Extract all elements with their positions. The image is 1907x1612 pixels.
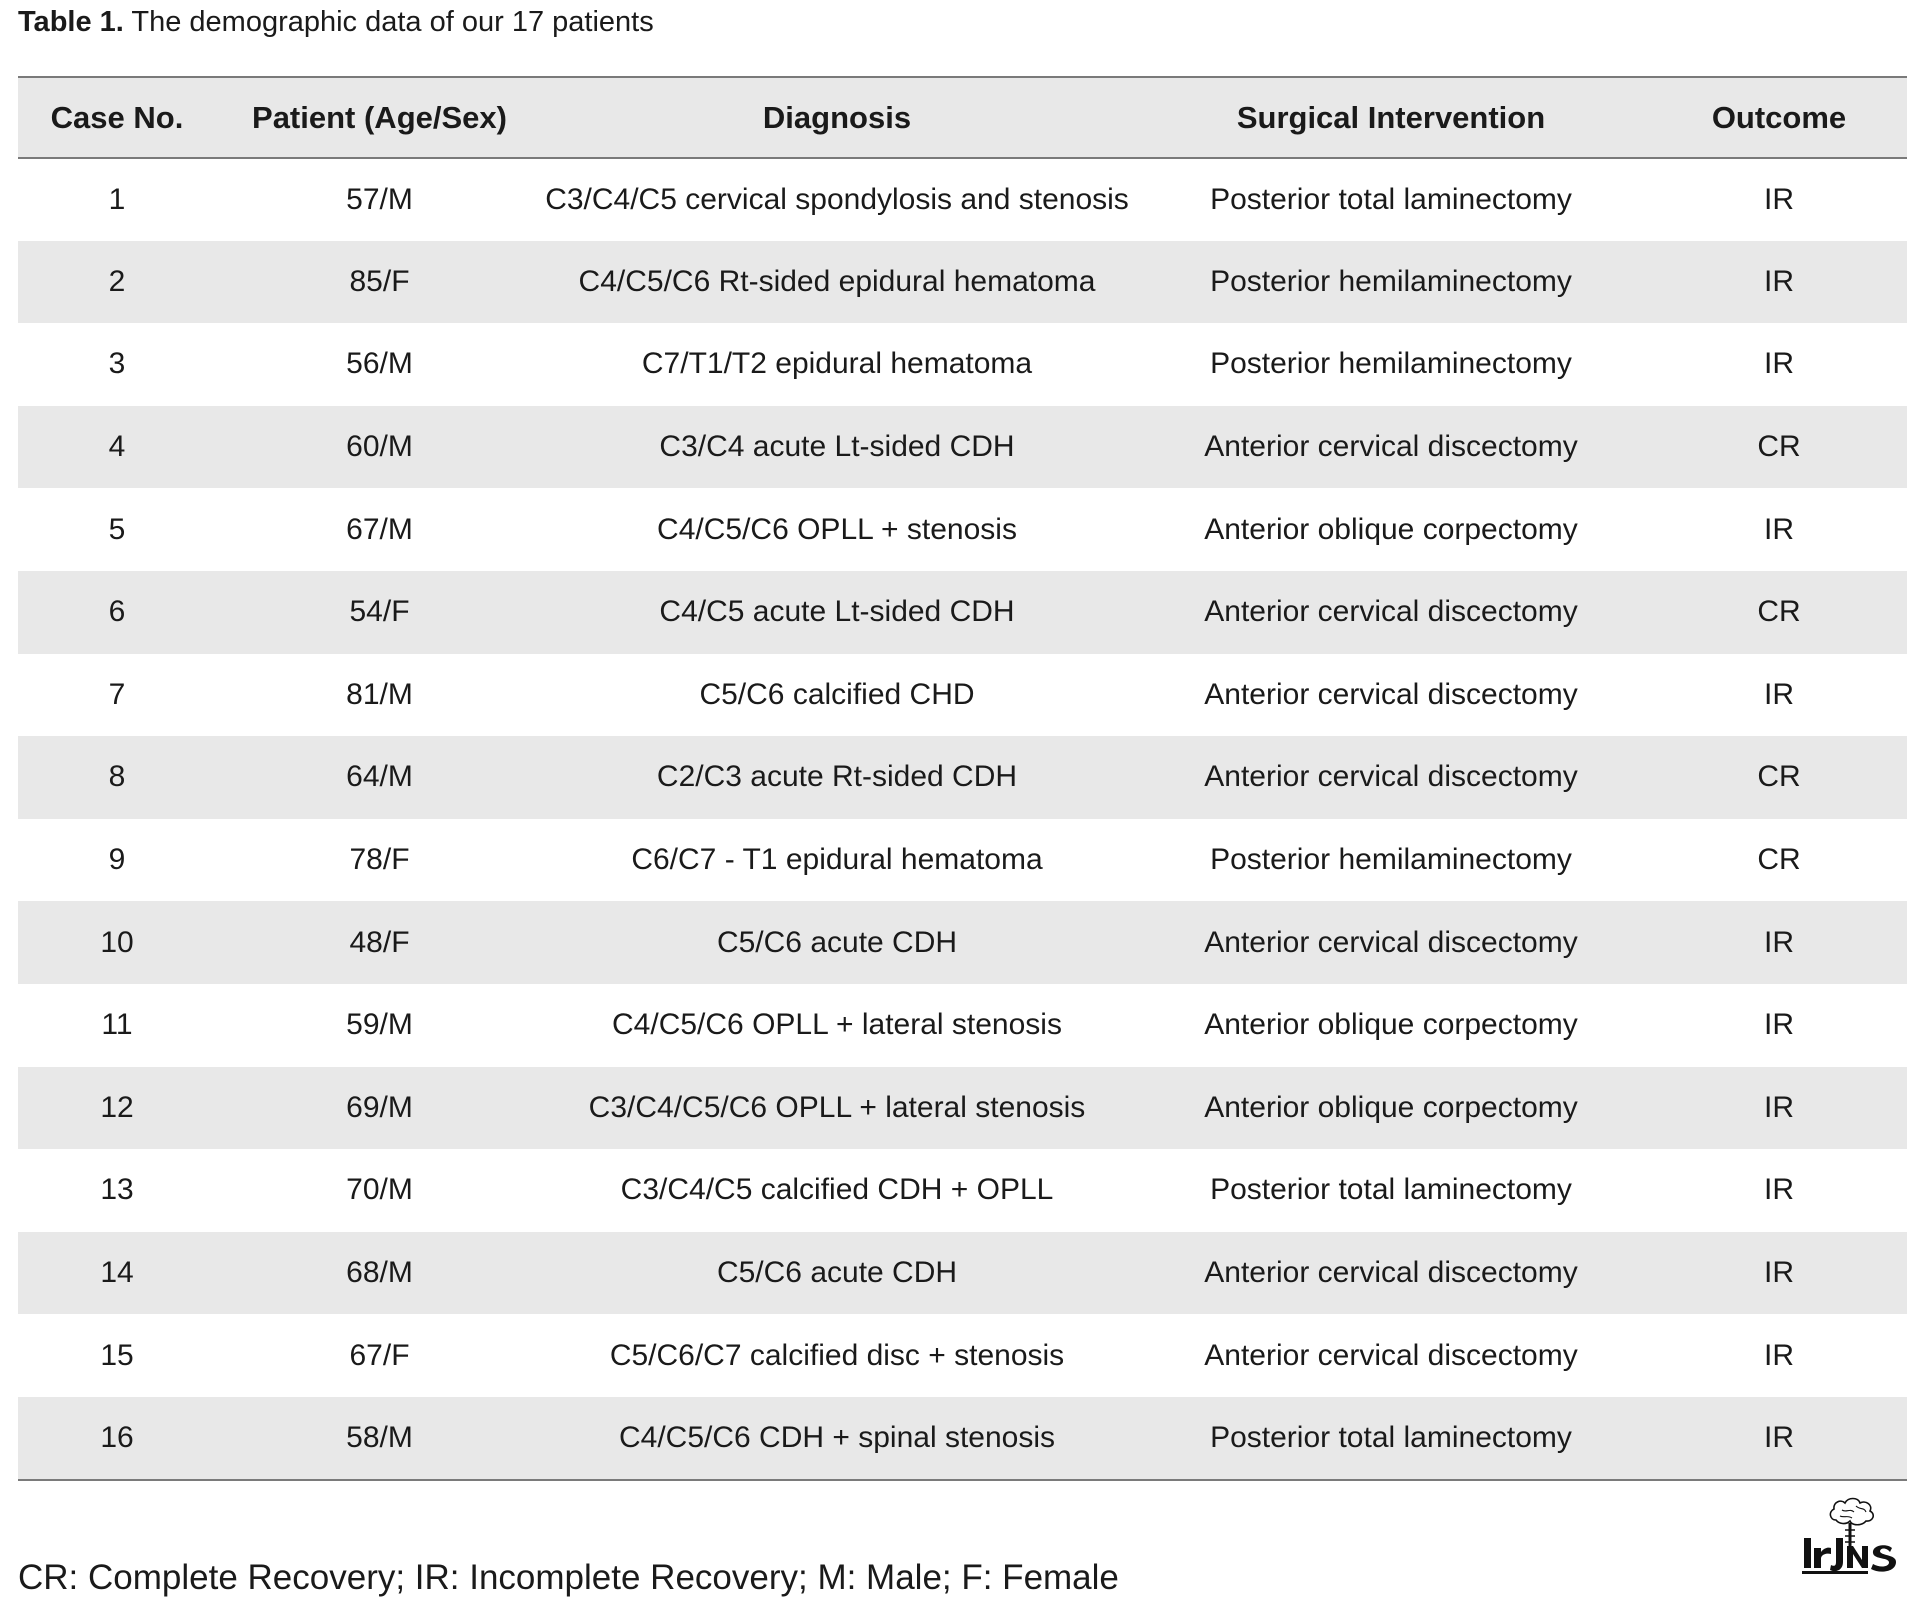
- cell-outcome: IR: [1764, 347, 1794, 381]
- cell-patient: 56/M: [346, 347, 413, 381]
- cell-outcome: IR: [1764, 1256, 1794, 1290]
- cell-patient: 67/M: [346, 512, 413, 546]
- table-row: [18, 323, 1907, 406]
- cell-intervention: Anterior cervical discectomy: [1204, 430, 1578, 464]
- cell-diagnosis: C4/C5/C6 Rt-sided epidural hematoma: [578, 264, 1096, 298]
- cell-outcome: IR: [1651, 1397, 1907, 1480]
- cell-patient: 78/F: [349, 843, 410, 877]
- table-row: [18, 1067, 1907, 1150]
- cell-diagnosis: C2/C3 acute Rt-sided CDH: [656, 760, 1018, 794]
- table-row: [18, 1149, 1907, 1232]
- table-row: [18, 158, 1907, 241]
- cell-diagnosis: C4/C5/C6 CDH + spinal stenosis: [543, 1397, 1131, 1480]
- cell-case-no: 6: [108, 595, 126, 629]
- cell-outcome: IR: [1764, 677, 1794, 711]
- table-caption-label: Table 1.: [18, 6, 124, 38]
- table-row: [18, 406, 1907, 489]
- cell-outcome: IR: [1764, 182, 1794, 216]
- cell-case-no: 7: [108, 677, 126, 711]
- header-patient-age-sex: Patient (Age/Sex): [216, 77, 543, 158]
- cell-case-no: 2: [108, 264, 126, 298]
- table-row: [18, 488, 1907, 571]
- cell-intervention: Anterior cervical discectomy: [1204, 677, 1578, 711]
- table-row: [18, 241, 1907, 324]
- cell-diagnosis: C7/T1/T2 epidural hematoma: [641, 347, 1033, 381]
- cell-diagnosis: C4/C5/C6 OPLL + stenosis: [657, 512, 1017, 546]
- cell-case-no: 1: [108, 182, 126, 216]
- demographic-data-table: [18, 76, 1907, 1481]
- cell-intervention: Posterior hemilaminectomy: [1210, 347, 1572, 381]
- cell-case-no: 14: [100, 1256, 134, 1290]
- cell-intervention: Anterior cervical discectomy: [1204, 760, 1578, 794]
- header-surgical-intervention: Surgical Intervention: [1131, 77, 1651, 158]
- header-case-no: Case No.: [18, 77, 216, 158]
- cell-diagnosis: C5/C6/C7 calcified disc + stenosis: [609, 1338, 1065, 1372]
- cell-diagnosis: C5/C6 acute CDH: [716, 1256, 958, 1290]
- cell-outcome: IR: [1764, 264, 1794, 298]
- cell-diagnosis: C6/C7 - T1 epidural hematoma: [631, 843, 1043, 877]
- cell-intervention: Posterior total laminectomy: [1210, 182, 1572, 216]
- table-row: [18, 901, 1907, 984]
- cell-patient: 54/F: [349, 595, 410, 629]
- cell-intervention: Anterior cervical discectomy: [1204, 1256, 1578, 1290]
- cell-outcome: IR: [1764, 925, 1794, 959]
- cell-diagnosis: C3/C4 acute Lt-sided CDH: [659, 430, 1015, 464]
- cell-case-no: 9: [108, 843, 126, 877]
- cell-intervention: Anterior oblique corpectomy: [1204, 1090, 1578, 1124]
- cell-outcome: CR: [1757, 843, 1801, 877]
- table-row: [18, 736, 1907, 819]
- cell-intervention: Anterior cervical discectomy: [1204, 925, 1578, 959]
- cell-patient: 68/M: [346, 1256, 413, 1290]
- cell-case-no: 13: [100, 1173, 134, 1207]
- cell-diagnosis: C3/C4/C5/C6 OPLL + lateral stenosis: [588, 1090, 1086, 1124]
- cell-case-no: 12: [100, 1090, 134, 1124]
- header-outcome: Outcome: [1651, 77, 1907, 158]
- cell-patient: 67/F: [349, 1338, 410, 1372]
- cell-case-no: 8: [108, 760, 126, 794]
- table-row: [18, 1397, 1907, 1480]
- table-row: [18, 984, 1907, 1067]
- cell-diagnosis: C5/C6 calcified CHD: [699, 677, 975, 711]
- cell-outcome: IR: [1764, 1008, 1794, 1042]
- cell-diagnosis: C3/C4/C5 cervical spondylosis and stenosis: [545, 182, 1129, 216]
- cell-outcome: CR: [1757, 430, 1801, 464]
- table-caption: [18, 4, 654, 40]
- cell-case-no: 5: [108, 512, 126, 546]
- cell-outcome: CR: [1757, 760, 1801, 794]
- cell-case-no: 4: [108, 430, 126, 464]
- cell-intervention: Posterior hemilaminectomy: [1210, 264, 1572, 298]
- cell-outcome: CR: [1757, 595, 1801, 629]
- cell-patient: 48/F: [349, 925, 410, 959]
- table-header-row: [18, 77, 1907, 158]
- cell-patient: 57/M: [346, 182, 413, 216]
- cell-intervention: Anterior cervical discectomy: [1204, 1338, 1578, 1372]
- cell-patient: 69/M: [346, 1090, 413, 1124]
- cell-diagnosis: C4/C5 acute Lt-sided CDH: [659, 595, 1015, 629]
- cell-diagnosis: C3/C4/C5 calcified CDH + OPLL: [620, 1173, 1054, 1207]
- table-row: [18, 1314, 1907, 1397]
- table-footnote: CR: Complete Recovery; IR: Incomplete Recovery; M: Male; F: Female: [18, 1558, 1119, 1597]
- cell-patient: 60/M: [346, 430, 413, 464]
- cell-intervention: Anterior cervical discectomy: [1204, 595, 1578, 629]
- cell-patient: 81/M: [346, 677, 413, 711]
- cell-case-no: 3: [108, 347, 126, 381]
- cell-intervention: Posterior total laminectomy: [1210, 1173, 1572, 1207]
- table-row: [18, 571, 1907, 654]
- cell-intervention: Anterior oblique corpectomy: [1204, 512, 1578, 546]
- cell-case-no: 16: [18, 1397, 216, 1480]
- table-caption-text: The demographic data of our 17 patients: [123, 6, 654, 38]
- irjns-journal-logo-icon: [1800, 1490, 1904, 1576]
- cell-patient: 85/F: [349, 264, 410, 298]
- cell-case-no: 11: [101, 1008, 133, 1042]
- cell-intervention: Posterior hemilaminectomy: [1210, 843, 1572, 877]
- cell-patient: 64/M: [346, 760, 413, 794]
- table-row: [18, 819, 1907, 902]
- cell-patient: 59/M: [346, 1008, 413, 1042]
- table-row: [18, 1232, 1907, 1315]
- cell-patient: 70/M: [346, 1173, 413, 1207]
- cell-outcome: IR: [1764, 1338, 1794, 1372]
- cell-case-no: 15: [100, 1338, 134, 1372]
- cell-intervention: Posterior total laminectomy: [1131, 1397, 1651, 1480]
- cell-diagnosis: C5/C6 acute CDH: [716, 925, 958, 959]
- cell-patient: 58/M: [216, 1397, 543, 1480]
- cell-outcome: IR: [1764, 1090, 1794, 1124]
- cell-case-no: 10: [100, 925, 134, 959]
- cell-diagnosis: C4/C5/C6 OPLL + lateral stenosis: [612, 1008, 1062, 1042]
- cell-intervention: Anterior oblique corpectomy: [1204, 1008, 1578, 1042]
- header-diagnosis: Diagnosis: [543, 77, 1131, 158]
- table-row: [18, 654, 1907, 737]
- cell-outcome: IR: [1764, 1173, 1794, 1207]
- cell-outcome: IR: [1764, 512, 1794, 546]
